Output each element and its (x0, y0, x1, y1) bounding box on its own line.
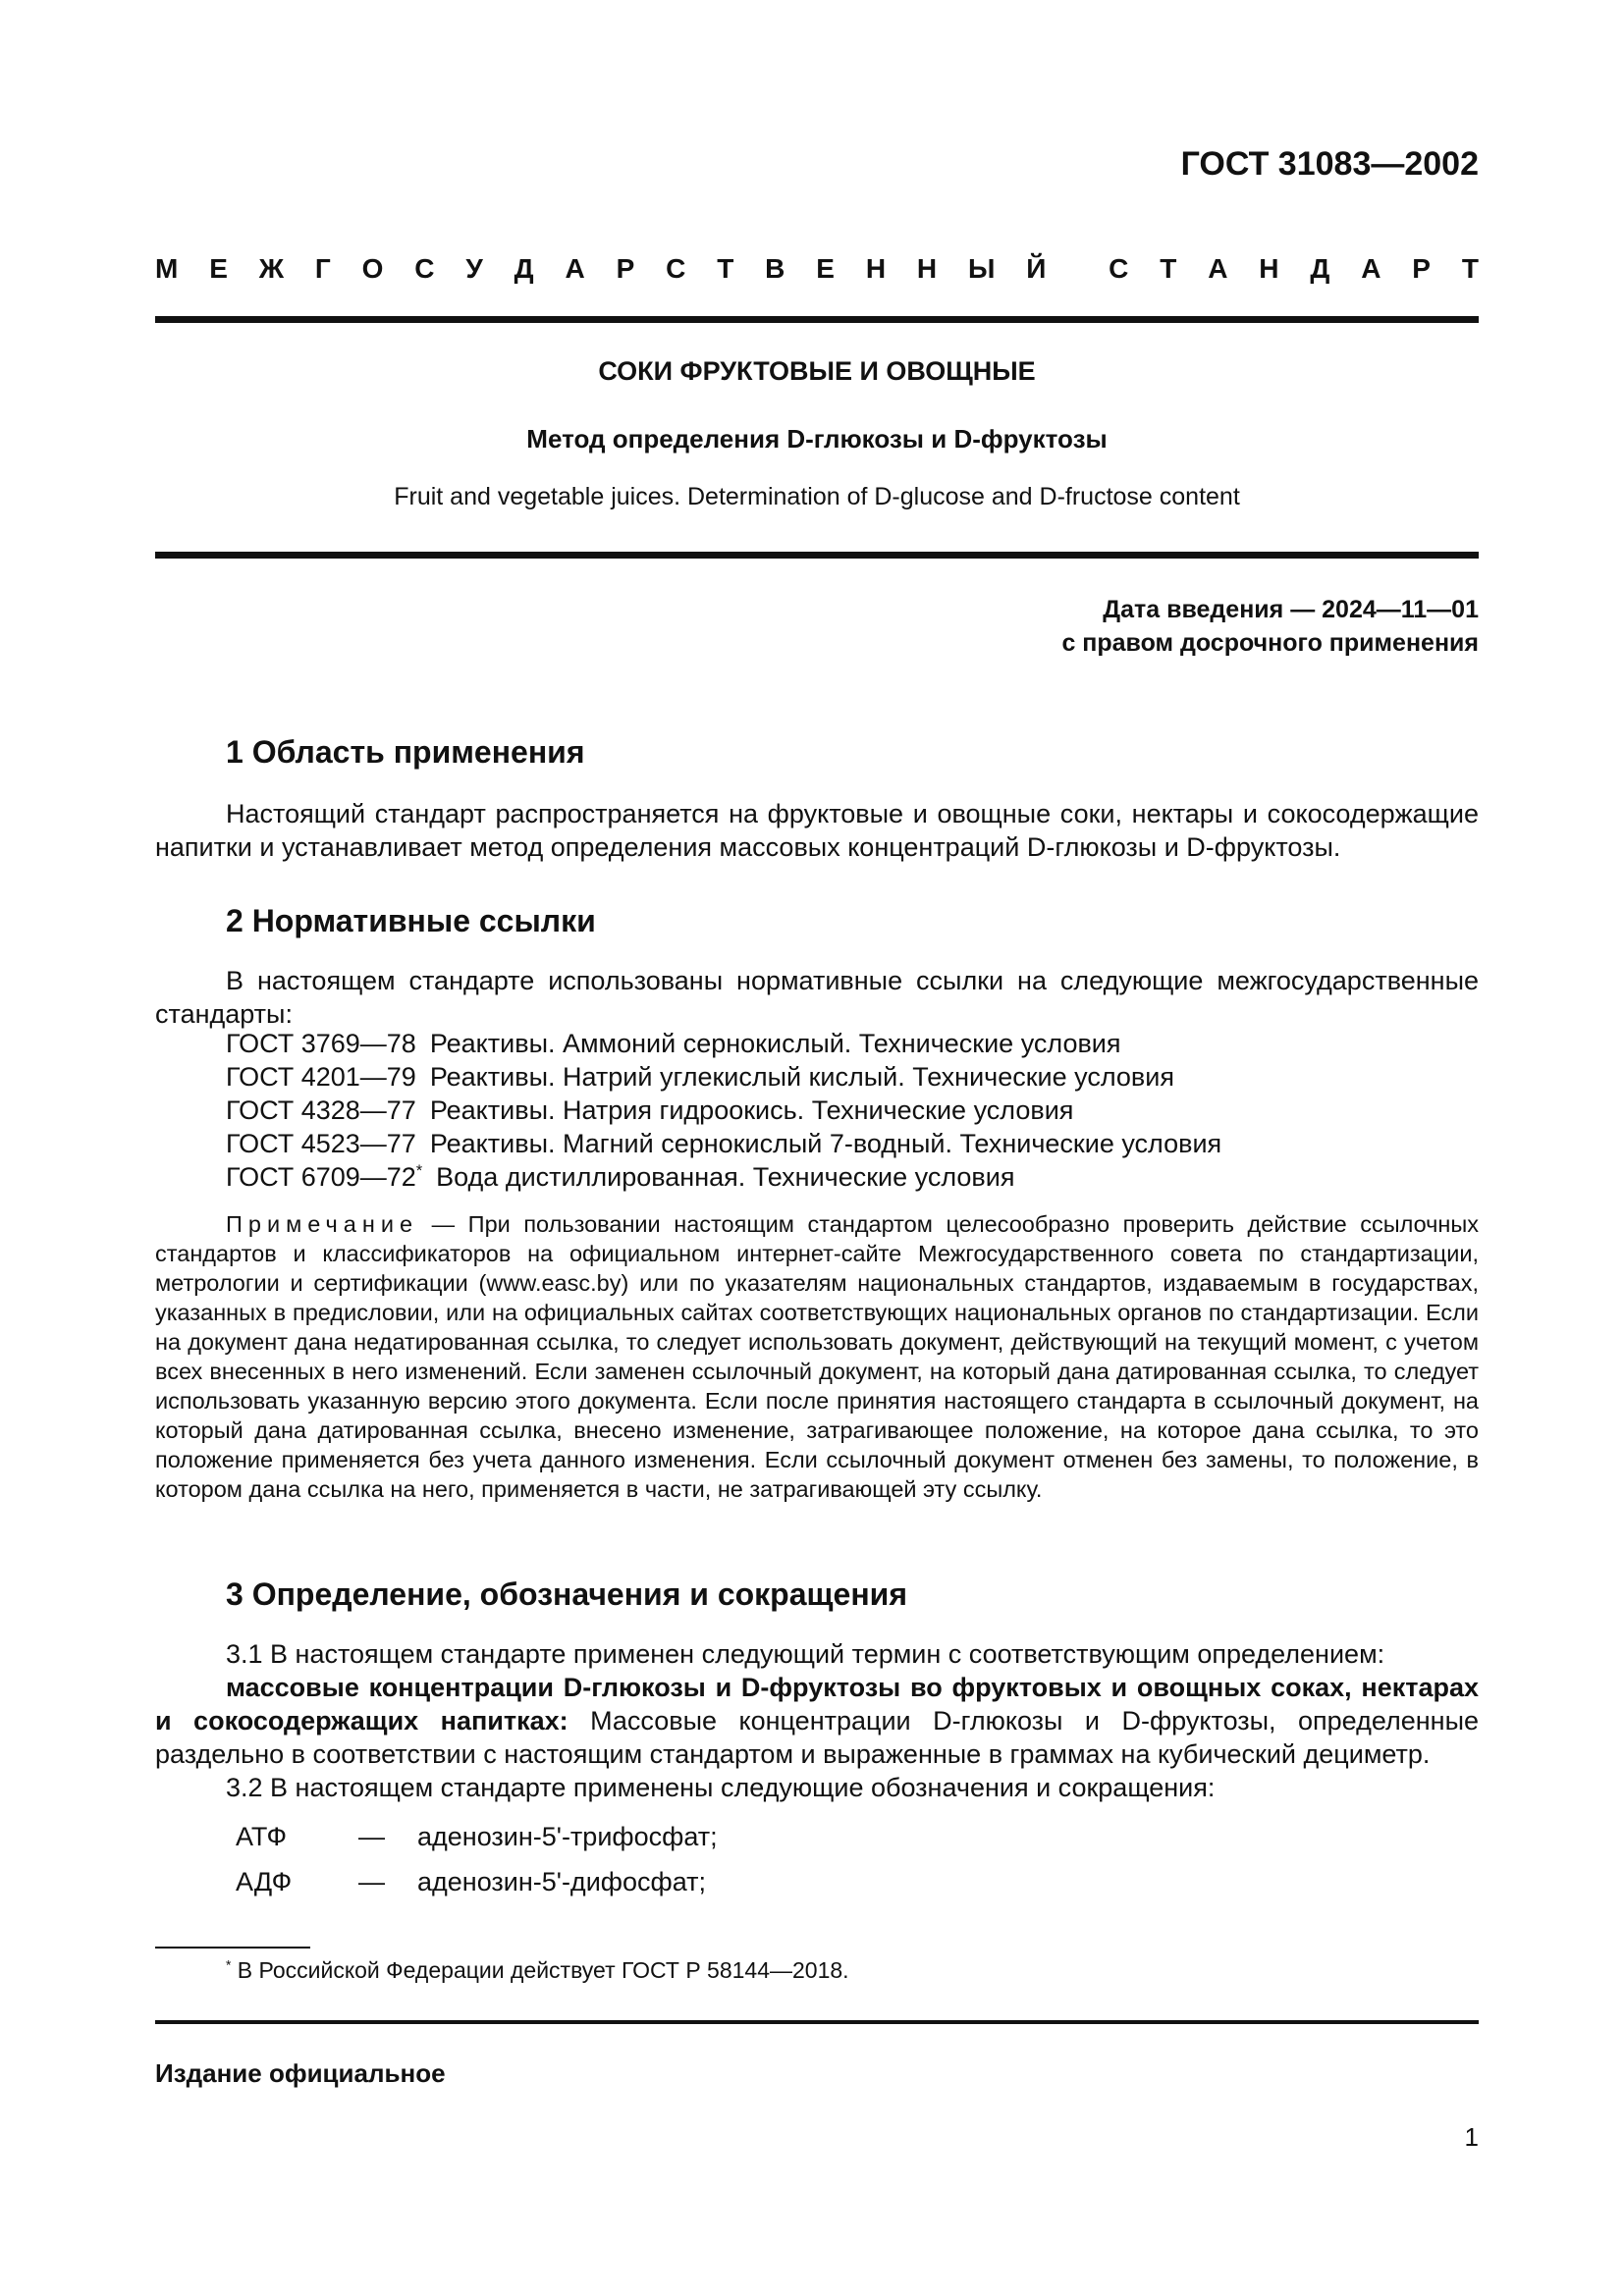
reference-code: ГОСТ 4328—77 (226, 1095, 416, 1125)
english-title: Fruit and vegetable juices. Determination of D-glucose and D-fructose content (394, 483, 1240, 510)
reference-item (226, 1160, 1221, 1194)
date-line: Дата введения — 2024—11—01 (1103, 596, 1479, 623)
reference-item (226, 1060, 1221, 1094)
scope-text: Настоящий стандарт распространяется на фруктовые и овощные соки, нектары и сокосодержащие напитки и устанавливает метод определения массовых концентраций D-глюкозы и D-фруктозы. (155, 799, 1479, 862)
introduction-date (1061, 593, 1479, 660)
abbreviation-meaning: аденозин-5'-дифосфат; (417, 1867, 707, 1896)
abbreviation-item (236, 1867, 706, 1897)
section-heading: 2 Нормативные ссылки (226, 903, 596, 938)
title-divider (155, 552, 1479, 559)
standard-type-letter: М (155, 253, 179, 284)
abbreviation: АДФ (236, 1867, 293, 1896)
standard-type-letter: А (1208, 253, 1228, 284)
section-heading: 1 Область применения (226, 734, 585, 770)
reference-code-text: ГОСТ 6709—72 (226, 1162, 416, 1192)
reference-title: Реактивы. Магний сернокислый 7-водный. Технические условия (429, 1129, 1222, 1158)
standard-type-letter: Р (616, 253, 635, 284)
reference-title: Вода дистиллированная. Технические условия (436, 1162, 1015, 1192)
footnote-mark: * (226, 1957, 232, 1973)
standard-type-letter: А (1361, 253, 1381, 284)
standard-type-letter: С (414, 253, 435, 284)
standard-type-letter: Г (314, 253, 331, 284)
reference-item (226, 1127, 1221, 1160)
section-paragraph (155, 797, 1479, 864)
abbreviation-dash: — (358, 1867, 385, 1896)
document-number: ГОСТ 31083—2002 (1180, 145, 1479, 183)
abbreviations-intro: 3.2 В настоящем стандарте применены следующие обозначения и сокращения: (226, 1773, 1216, 1802)
document-title: СОКИ ФРУКТОВЫЕ И ОВОЩНЫЕ (598, 356, 1036, 386)
bottom-divider (155, 2020, 1479, 2024)
reference-title: Реактивы. Натрий углекислый кислый. Технические условия (429, 1062, 1174, 1092)
standard-type-letter: Т (1160, 253, 1177, 284)
footnote-divider (155, 1947, 310, 1949)
standard-type-letter: Й (1026, 253, 1047, 284)
edition-label: Издание официальное (155, 2058, 446, 2088)
references-intro: В настоящем стандарте использованы нормативные ссылки на следующие межгосударственные стандарты: (155, 966, 1479, 1029)
footnote-mark: * (415, 1162, 423, 1180)
standard-type-letter: В (765, 253, 785, 284)
reference-title: Реактивы. Аммоний сернокислый. Технические условия (429, 1029, 1121, 1058)
standard-type-letter: Н (1259, 253, 1279, 284)
note-text: — При пользовании настоящим стандартом целесообразно проверить действие ссылочных стандартов и классификаторов на официальном интернет-сайте Межгосударственного совета по стандартизации, метрологии и сертификации (www.easc.by) или по указателям национальных стандартов, издаваемым в государствах, указанных в предисловии, или на официальных сайтах соответствующих национальных органов по стандартизации. Если на документ дана недатированная ссылка, то следует использовать документ, действующий на текущий момент, с учетом всех внесенных в него изменений. Если заменен ссылочный документ, на который дана датированная ссылка, то следует использовать указанную версию этого документа. Если после принятия настоящего стандарта в ссылочный документ, на который дана датированная ссылка, внесено изменение, затрагивающее положение, на которое дана ссылка, то это положение применяется без учета данного изменения. Если ссылочный документ отменен без замены, то положение, в котором дана ссылка на него, применяется в части, не затрагивающей эту ссылку. (155, 1211, 1479, 1502)
section-paragraph (155, 1637, 1479, 1671)
standard-type-letter: Д (1310, 253, 1330, 284)
standard-type-letter: С (666, 253, 686, 284)
reference-code (226, 1160, 422, 1194)
top-divider (155, 316, 1479, 323)
standard-type-letter: Ж (258, 253, 285, 284)
section-paragraph (155, 1771, 1479, 1804)
definition-paragraph (155, 1671, 1479, 1771)
reference-list (226, 1027, 1221, 1194)
note-paragraph (155, 1209, 1479, 1504)
note-label: Примечание (226, 1211, 419, 1237)
standard-type-heading (155, 253, 1479, 285)
footnote (226, 1957, 849, 1984)
abbreviation-item (236, 1822, 718, 1852)
reference-title: Реактивы. Натрия гидроокись. Технические условия (429, 1095, 1074, 1125)
reference-code: ГОСТ 3769—78 (226, 1029, 416, 1058)
abbreviation: АТФ (236, 1822, 288, 1851)
term-intro: 3.1 В настоящем стандарте применен следующий термин с соответствующим определением: (226, 1639, 1385, 1669)
standard-type-letter: А (565, 253, 585, 284)
standard-type-letter: У (465, 253, 483, 284)
standard-type-letter: Ы (968, 253, 996, 284)
standard-type-letter: Н (865, 253, 887, 284)
standard-type-letter: С (1109, 253, 1129, 284)
standard-type-letter: Т (717, 253, 734, 284)
standard-type-letter: Н (916, 253, 938, 284)
page-number: 1 (1464, 2122, 1479, 2152)
standard-type-letter: Е (816, 253, 835, 284)
standard-type-letter: О (361, 253, 384, 284)
early-application-line: с правом досрочного применения (1061, 629, 1479, 657)
reference-code: ГОСТ 4523—77 (226, 1129, 416, 1158)
standard-type-letter: Е (209, 253, 228, 284)
term: массовые концентрации D-глюкозы и D-фруктозы во фруктовых и овощных соках, нектарах и сокосодержащих напитках: (155, 1673, 1479, 1735)
standard-type-letter: Р (1412, 253, 1431, 284)
standard-type-letter: Т (1461, 253, 1479, 284)
standard-type-letter: Д (514, 253, 534, 284)
abbreviation-meaning: аденозин-5'-трифосфат; (417, 1822, 718, 1851)
abbreviation-dash: — (358, 1822, 385, 1851)
document-subtitle: Метод определения D-глюкозы и D-фруктозы (526, 424, 1108, 454)
reference-code: ГОСТ 4201—79 (226, 1062, 416, 1092)
section-paragraph (155, 964, 1479, 1031)
section-heading: 3 Определение, обозначения и сокращения (226, 1576, 907, 1612)
reference-item (226, 1094, 1221, 1127)
term-definition: Массовые концентрации D-глюкозы и D-фруктозы, определенные раздельно в соответствии с настоящим стандартом и выраженные в граммах на кубический дециметр. (155, 1706, 1479, 1769)
footnote-text: В Российской Федерации действует ГОСТ Р 58144—2018. (231, 1957, 849, 1983)
reference-item (226, 1027, 1221, 1060)
